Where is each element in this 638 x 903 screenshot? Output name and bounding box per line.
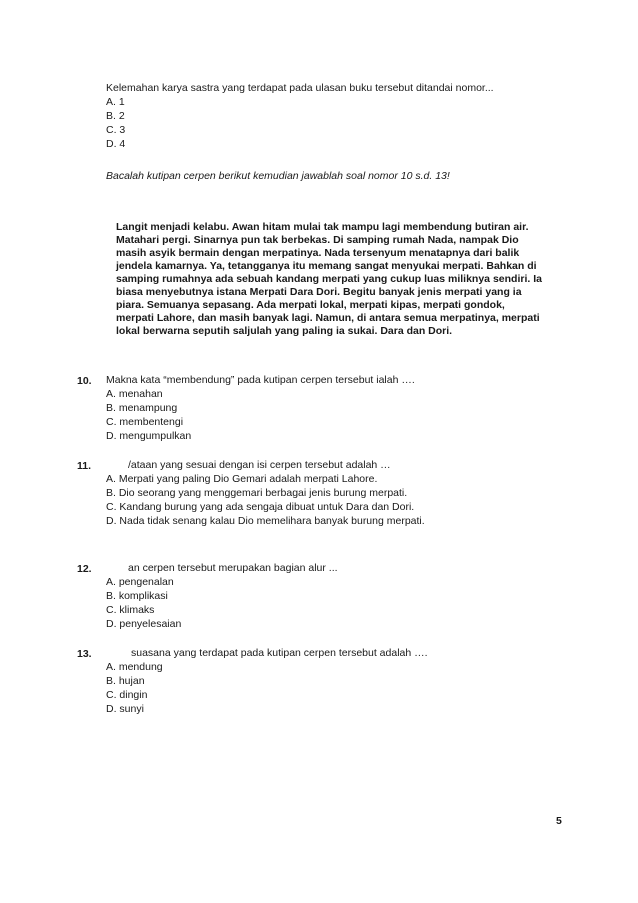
q13-option-d: D. sunyi <box>106 703 144 715</box>
q9-option-c: C. 3 <box>106 124 126 136</box>
q10-option-c: C. membentengi <box>106 416 184 428</box>
passage-line: jendela kamarnya. Ya, tetangganya itu memang sangat menyukai merpati. Bahkan di <box>116 260 537 272</box>
q9-option-a: A. 1 <box>106 96 125 108</box>
passage-line: piara. Semuanya sepasang. Ada merpati lokal, merpati kipas, merpati gondok, <box>116 299 505 311</box>
q11-stem: /ataan yang sesuai dengan isi cerpen tersebut adalah … <box>128 459 391 471</box>
q9-option-d: D. 4 <box>106 138 126 150</box>
q12-number: 12. <box>77 563 92 575</box>
page-number: 5 <box>556 815 562 827</box>
q13-number: 13. <box>77 648 92 660</box>
q13-option-c: C. dingin <box>106 689 148 701</box>
passage-line: Langit menjadi kelabu. Awan hitam mulai tak mampu lagi membendung butiran air. <box>116 221 529 233</box>
q10-number: 10. <box>77 375 92 387</box>
passage-line: merpati Lahore, dan masih banyak lagi. Namun, di antara semua merpatinya, merpati <box>116 312 540 324</box>
q13-option-b: B. hujan <box>106 675 145 687</box>
q12-stem: an cerpen tersebut merupakan bagian alur ... <box>128 562 338 574</box>
q10-stem: Makna kata “membendung” pada kutipan cerpen tersebut ialah …. <box>106 374 415 386</box>
q12-option-a: A. pengenalan <box>106 576 174 588</box>
q11-option-c: C. Kandang burung yang ada sengaja dibuat untuk Dara dan Dori. <box>106 501 415 513</box>
q12-option-b: B. komplikasi <box>106 590 168 602</box>
q12-option-d: D. penyelesaian <box>106 618 182 630</box>
passage-line: lokal berwarna seputih saljulah yang paling ia sukai. Dara dan Dori. <box>116 325 453 337</box>
passage-line: masih asyik bermain dengan merpatinya. Nada tersenyum menatapnya dari balik <box>116 247 520 259</box>
q13-option-a: A. mendung <box>106 661 163 673</box>
q11-option-a: A. Merpati yang paling Dio Gemari adalah merpati Lahore. <box>106 473 378 485</box>
q10-option-d: D. mengumpulkan <box>106 430 192 442</box>
q10-option-b: B. menampung <box>106 402 178 414</box>
q12-option-c: C. klimaks <box>106 604 155 616</box>
q11-option-b: B. Dio seorang yang menggemari berbagai jenis burung merpati. <box>106 487 408 499</box>
story-passage <box>116 221 542 338</box>
passage-line: samping rumahnya ada sebuah kandang merpati yang cukup luas miliknya sendiri. Ia <box>116 273 542 285</box>
q11-option-d: D. Nada tidak senang kalau Dio memelihara banyak burung merpati. <box>106 515 425 527</box>
q13-stem: suasana yang terdapat pada kutipan cerpen tersebut adalah …. <box>131 647 428 659</box>
passage-line: Matahari pergi. Sinarnya pun tak berbekas. Di samping rumah Nada, nampak Dio <box>116 234 519 246</box>
q10-option-a: A. menahan <box>106 388 163 400</box>
q11-number: 11. <box>77 460 92 472</box>
q9-option-b: B. 2 <box>106 110 125 122</box>
passage-line: biasa menyebutnya istana Merpati Dara Dori. Begitu banyak jenis merpati yang ia <box>116 286 522 298</box>
q9-stem: Kelemahan karya sastra yang terdapat pada ulasan buku tersebut ditandai nomor... <box>106 82 494 94</box>
passage-instruction: Bacalah kutipan cerpen berikut kemudian jawablah soal nomor 10 s.d. 13! <box>106 170 450 182</box>
